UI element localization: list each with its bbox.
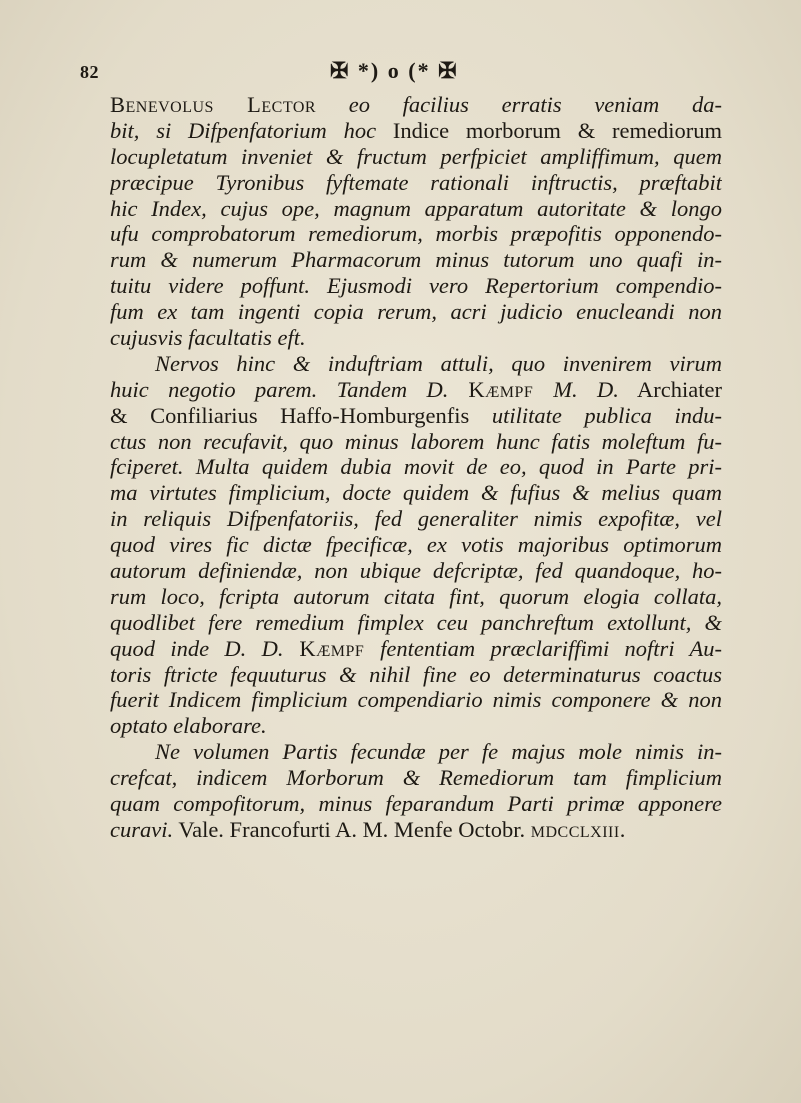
text-run: Ne volumen Partis fecundæ per fe majus mole nimis in-	[155, 739, 722, 765]
text-run: autorum definiendæ, non ubique defcriptæ, fed quandoque, ho-	[110, 558, 722, 584]
text-line	[110, 92, 722, 118]
text-run: Kæmpf	[283, 635, 381, 661]
text-run: M. D.	[553, 376, 619, 402]
text-line	[110, 480, 722, 506]
text-run: in reliquis Difpenfatoriis, fed generaliter nimis expofitæ, vel	[110, 506, 722, 532]
text-run: fciperet. Multa quidem dubia movit de eo, quod in Parte pri-	[110, 454, 722, 480]
text-run: præcipue Tyronibus fyftemate rationali inftructis, præftabit	[110, 169, 722, 195]
text-line	[110, 325, 722, 351]
text-line	[110, 739, 722, 765]
text-line	[110, 351, 722, 377]
text-run: cujusvis facultatis eft.	[110, 325, 306, 351]
text-run: fum ex tam ingenti copia rerum, acri judicio enucleandi non	[110, 299, 722, 325]
text-run: mdcclxiii.	[530, 816, 626, 842]
header-ornament: ✠ *) o (* ✠	[330, 58, 459, 83]
text-run: hic Index, cujus ope, magnum apparatum autoritate & longo	[110, 195, 722, 221]
text-line	[110, 713, 722, 739]
text-run: Vale. Francofurti A. M. Menfe Octobr.	[173, 816, 531, 842]
text-run: ctus non recufavit, quo minus laborem hunc fatis moleftum fu-	[110, 428, 722, 454]
text-line	[110, 247, 722, 273]
text-line	[110, 817, 722, 843]
text-run: curavi.	[110, 816, 174, 842]
text-run: Kæmpf	[448, 376, 554, 402]
text-line	[110, 221, 722, 247]
text-line	[110, 506, 722, 532]
preface-text	[110, 92, 722, 843]
text-run: quodlibet fere remedium fimplex ceu panchreftum extollunt, &	[110, 609, 722, 635]
text-line	[110, 429, 722, 455]
text-run: quod vires fic dictæ fpecificæ, ex votis majoribus optimorum	[110, 532, 722, 558]
text-run: rum & numerum Pharmacorum minus tutorum uno quafi in-	[110, 247, 722, 273]
text-run: crefcat, indicem Morborum & Remediorum tam fimplicium	[110, 765, 722, 791]
text-run: Nervos hinc & induftriam attuli, quo invenirem virum	[155, 350, 722, 376]
text-line	[110, 118, 722, 144]
text-run: ma virtutes fimplicium, docte quidem & fufius & melius quam	[110, 480, 722, 506]
text-run: optato elaborare.	[110, 713, 267, 739]
text-run: quod inde D. D.	[110, 635, 284, 661]
text-run: utilitate publica indu-	[491, 402, 722, 428]
text-line	[110, 403, 722, 429]
text-line	[110, 765, 722, 791]
text-line	[110, 377, 722, 403]
text-run: Archiater	[618, 376, 722, 402]
page-number: 82	[80, 62, 99, 82]
text-line	[110, 196, 722, 222]
text-run: & Confiliarius Haffo-Homburgenfis	[110, 402, 492, 428]
text-line	[110, 791, 722, 817]
text-line	[110, 532, 722, 558]
page-header	[0, 58, 801, 90]
text-run: locupletatum inveniet & fructum perfpiciet ampliffimum, quem	[110, 143, 722, 169]
text-run: toris ftricte fequuturus & nihil fine eo determinaturus coactus	[110, 661, 722, 687]
text-run: tuitu videre poffunt. Ejusmodi vero Repertorium compendio-	[110, 273, 722, 299]
text-line	[110, 687, 722, 713]
text-line	[110, 636, 722, 662]
text-line	[110, 558, 722, 584]
text-run: rum loco, fcripta autorum citata fint, quorum elogia collata,	[110, 583, 722, 609]
text-run: fententiam præclariffimi noftri Au-	[380, 635, 722, 661]
text-run: ufu comprobatorum remediorum, morbis præpofitis opponendo-	[110, 221, 722, 247]
text-run: bit, si Difpenfatorium hoc	[110, 117, 377, 143]
text-run: fuerit Indicem fimplicium compendiario nimis componere & non	[110, 687, 722, 713]
text-line	[110, 610, 722, 636]
text-run: Benevolus Lector	[110, 92, 317, 117]
text-line	[110, 299, 722, 325]
text-line	[110, 454, 722, 480]
text-run: Indice morborum & remediorum	[376, 117, 722, 143]
text-line	[110, 170, 722, 196]
text-run: quam compofitorum, minus feparandum Parti primæ apponere	[110, 791, 722, 817]
text-run: huic negotio parem. Tandem D.	[110, 376, 449, 402]
text-line	[110, 584, 722, 610]
text-run: eo facilius erratis veniam da-	[316, 92, 722, 117]
text-line	[110, 662, 722, 688]
text-line	[110, 273, 722, 299]
text-line	[110, 144, 722, 170]
